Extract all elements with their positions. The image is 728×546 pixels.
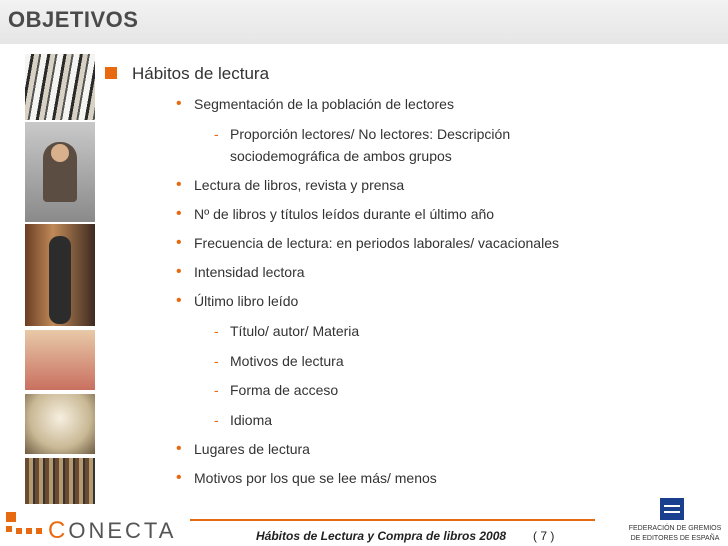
dash-bullet-icon: - [214, 353, 219, 369]
photo-shelves-image [25, 458, 95, 504]
conecta-wordmark: CONECTA [48, 517, 177, 544]
bullet-icon: • [176, 469, 182, 486]
federacion-logo-icon [660, 498, 684, 520]
photo-open-book-image [25, 394, 95, 454]
title-bar [0, 0, 728, 44]
conecta-logo-icon [6, 510, 46, 540]
photo-library-image [25, 224, 95, 326]
bullet-icon: • [176, 234, 182, 251]
square-bullet-icon [105, 67, 117, 79]
bullet-icon: • [176, 176, 182, 193]
footer-divider [190, 519, 595, 521]
bullet-icon: • [176, 205, 182, 222]
photo-reader-image [25, 122, 95, 222]
photo-reading-image [25, 330, 95, 390]
page-number: ( 7 ) [533, 529, 555, 543]
photo-books-image [25, 54, 95, 120]
bullet-icon: • [176, 440, 182, 457]
footer-caption: Hábitos de Lectura y Compra de libros 2008 [256, 529, 507, 543]
photo-strip [25, 54, 95, 504]
dash-bullet-icon: - [214, 126, 219, 142]
bullet-icon: • [176, 263, 182, 280]
dash-bullet-icon: - [214, 323, 219, 339]
bullet-icon: • [176, 95, 182, 112]
dash-bullet-icon: - [214, 382, 219, 398]
federacion-wordmark: FEDERACIÓN DE GREMIOS DE EDITORES DE ESPAÑA [628, 525, 722, 542]
page-title: OBJETIVOS [8, 7, 139, 32]
dash-bullet-icon: - [214, 412, 219, 428]
bullet-icon: • [176, 292, 182, 309]
